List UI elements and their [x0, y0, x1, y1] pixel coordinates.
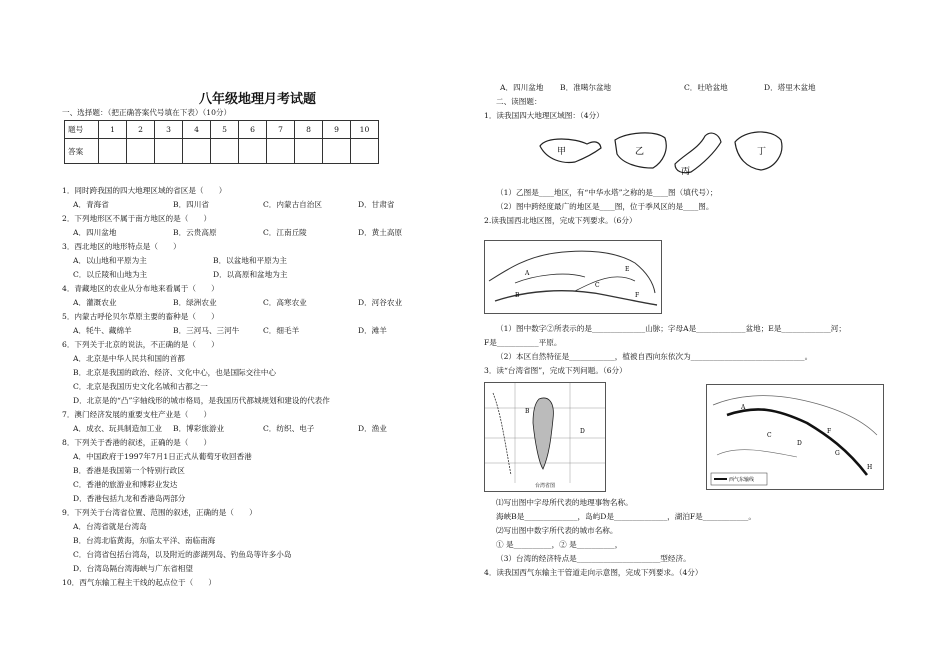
region-map	[535, 124, 805, 182]
region-label: 丙	[681, 167, 691, 177]
option: C．吐哈盆地	[684, 83, 728, 92]
northwest-map	[484, 240, 662, 314]
option: D．黄土高原	[358, 228, 403, 237]
question-text: 6．下列关于北京的说法，不正确的是（ ）	[62, 340, 219, 349]
svg-text:H: H	[867, 464, 873, 471]
q3-part1: ⑴写出图中字母所代表的地理事物名称。	[496, 498, 633, 507]
table-number-cell: 3	[155, 121, 183, 139]
table-number-cell: 8	[295, 121, 323, 139]
q2-part2: （2）本区自然特征是____________，植被自西向东依次为______________________________。	[496, 352, 813, 361]
table-number-cell: 6	[239, 121, 267, 139]
q1-part2: （2）图中跨经度最广的地区是____图，位于季风区的是____图。	[496, 202, 714, 211]
table-answer-cell[interactable]	[351, 139, 379, 164]
option-line: C．香港的旅游业和博彩业发达	[73, 480, 178, 489]
option: B．以盆地和平原为主	[213, 256, 287, 265]
svg-text:A: A	[741, 404, 746, 411]
question-text: 7．澳门经济发展的重要支柱产业是（ ）	[62, 410, 212, 419]
option: A．灌溉农业	[73, 298, 117, 307]
option-line: C．台湾省包括台湾岛，以及附近的澎湖列岛、钓鱼岛等许多小岛	[73, 550, 292, 559]
question-text: 10．西气东输工程主干线的起点位于（ ）	[62, 578, 216, 587]
question-text: 3．西北地区的地形特点是（ ）	[62, 242, 181, 251]
option-line: D．台湾岛隔台湾海峡与广东省相望	[73, 564, 193, 573]
option-line: D．北京是的“凸”字轴线形的城市格局，是我国历代都城规划和建设的代表作	[73, 396, 330, 405]
question-text: 2．下列地形区不属于南方地区的是（ ）	[62, 214, 212, 223]
left-questions	[62, 184, 467, 590]
option-row	[62, 296, 467, 310]
svg-text:F: F	[827, 428, 832, 435]
option-line: B．北京是我国的政治、经济、文化中心，也是国际交往中心	[73, 368, 277, 377]
q1-part1: （1）乙图是____地区，有“中华水塔”之称的是____图（填代号）；	[496, 188, 718, 197]
q2-text: 2.读我国西北地区图，完成下列要求。（6分）	[484, 216, 637, 225]
option: D．塔里木盆地	[764, 83, 816, 92]
table-answer-cell[interactable]	[155, 139, 183, 164]
table-header-label: 题号	[65, 121, 99, 139]
table-number-cell: 5	[211, 121, 239, 139]
option: A．青海省	[73, 200, 109, 209]
table-answer-cell[interactable]	[239, 139, 267, 164]
option-line: A．台湾省就是台湾岛	[73, 522, 147, 531]
option: C．细毛羊	[263, 326, 300, 335]
option: C．江南丘陵	[263, 228, 307, 237]
option: D．滩羊	[358, 326, 387, 335]
option: C．内蒙古自治区	[263, 200, 322, 209]
option-row	[62, 422, 467, 436]
option: D．河谷农业	[358, 298, 403, 307]
region-label: 乙	[635, 147, 645, 157]
taiwan-caption: 台湾省图	[534, 483, 555, 489]
taiwan-map	[484, 382, 606, 492]
svg-text:D: D	[580, 428, 585, 435]
q10-options	[500, 81, 816, 95]
q3-text: 3．读“台湾省图”，完成下列问题。（6分）	[484, 366, 627, 375]
option: B．准噶尔盆地	[560, 83, 612, 92]
svg-text:C: C	[595, 282, 600, 289]
option-line: B．香港是我国第一个特别行政区	[73, 466, 185, 475]
q3-part3: （3）台湾的经济特点是______________________型经济。	[496, 554, 691, 563]
option: A．以山地和平原为主	[73, 256, 147, 265]
table-answer-cell[interactable]	[183, 139, 211, 164]
option-line: A．中国政府于1997年7月1日正式从葡萄牙收回香港	[73, 452, 252, 461]
option: D．渔业	[358, 424, 387, 433]
region-label: 丁	[757, 147, 767, 157]
option: B．四川省	[173, 200, 209, 209]
q1-text: 1．读我国四大地理区域图：（4分）	[484, 111, 604, 120]
svg-text:C: C	[767, 432, 772, 439]
q3-part1-answers: 海峡B是______________，岛屿D是______________，湖泊F是____________。	[496, 512, 756, 521]
svg-text:G: G	[835, 450, 840, 457]
option: A．牦牛、藏绵羊	[73, 326, 132, 335]
answer-table	[64, 120, 379, 164]
option-row	[62, 226, 467, 240]
svg-text:E: E	[625, 266, 630, 273]
option: C．纺织、电子	[263, 424, 315, 433]
question-text: 5．内蒙古呼伦贝尔草原主要的畜种是（ ）	[62, 312, 219, 321]
svg-text:F: F	[635, 292, 640, 299]
table-number-cell: 2	[127, 121, 155, 139]
table-number-cell: 1	[99, 121, 127, 139]
svg-text:A: A	[525, 270, 530, 277]
option-line: D．香港包括九龙和香港岛两部分	[73, 494, 186, 503]
table-number-cell: 7	[267, 121, 295, 139]
q2-part1: （1）图中数字②所表示的是______________山脉；字母A是_____________盆地；E是_____________河；	[496, 324, 846, 333]
table-number-cell: 9	[323, 121, 351, 139]
option: B．三河马、三河牛	[173, 326, 240, 335]
option: A．成衣、玩具制造加工业	[73, 424, 163, 433]
question-text: 9．下列关于台湾省位置、范围的叙述，正确的是（ ）	[62, 508, 257, 517]
option-line: B．台湾北临黄海，东临太平洋、南临南海	[73, 536, 216, 545]
svg-text:D: D	[797, 440, 802, 447]
q2-part1b: F是___________平原。	[484, 338, 562, 347]
table-number-cell: 4	[183, 121, 211, 139]
question-text: 8．下列关于香港的叙述，正确的是（ ）	[62, 438, 212, 447]
table-number-cell: 10	[351, 121, 379, 139]
svg-text:B: B	[515, 292, 520, 299]
option-line: A．北京是中华人民共和国的首都	[73, 354, 185, 363]
table-answer-cell[interactable]	[99, 139, 127, 164]
option: B．绿洲农业	[173, 298, 217, 307]
option-line: C．北京是我国历史文化名城和古都之一	[73, 382, 208, 391]
pipeline-legend: 西气东输线	[729, 477, 755, 483]
option-row	[62, 254, 467, 268]
pipeline-map	[706, 384, 884, 490]
option: D．以高原和盆地为主	[213, 270, 288, 279]
option: A．四川盆地	[500, 83, 544, 92]
svg-text:B: B	[525, 408, 530, 415]
option: D．甘肃省	[358, 200, 395, 209]
table-answer-cell[interactable]	[295, 139, 323, 164]
q3-part2-answers: ① 是__________，② 是__________，	[496, 540, 623, 549]
option: C．高寒农业	[263, 298, 307, 307]
option-row	[62, 324, 467, 338]
q3-part2: ⑵写出图中数字所代表的城市名称。	[496, 526, 618, 535]
option: C．以丘陵和山地为主	[73, 270, 148, 279]
table-answer-cell[interactable]	[211, 139, 239, 164]
table-answer-cell[interactable]	[323, 139, 351, 164]
option: B．云贵高原	[173, 228, 217, 237]
table-answer-cell[interactable]	[127, 139, 155, 164]
page-title: 八年级地理月考试题	[198, 92, 316, 107]
region-label: 甲	[557, 147, 567, 157]
question-text: 1．同时跨我国的四大地理区域的省区是（ ）	[62, 186, 227, 195]
option-row	[62, 198, 467, 212]
q4-text: 4．读我国西气东输主干管道走向示意图，完成下列要求。（4分）	[484, 568, 703, 577]
table-answer-label: 答案	[65, 139, 99, 164]
option: A．四川盆地	[73, 228, 117, 237]
option-row	[62, 268, 467, 282]
table-answer-cell[interactable]	[267, 139, 295, 164]
question-text: 4．青藏地区的农业从分布地来看属于（ ）	[62, 284, 219, 293]
option: B．博彩旅游业	[173, 424, 225, 433]
section1-heading: 一、选择题：（把正确答案代号填在下表）（10分）	[62, 108, 232, 117]
section2-heading: 二、读图题：	[496, 97, 542, 106]
